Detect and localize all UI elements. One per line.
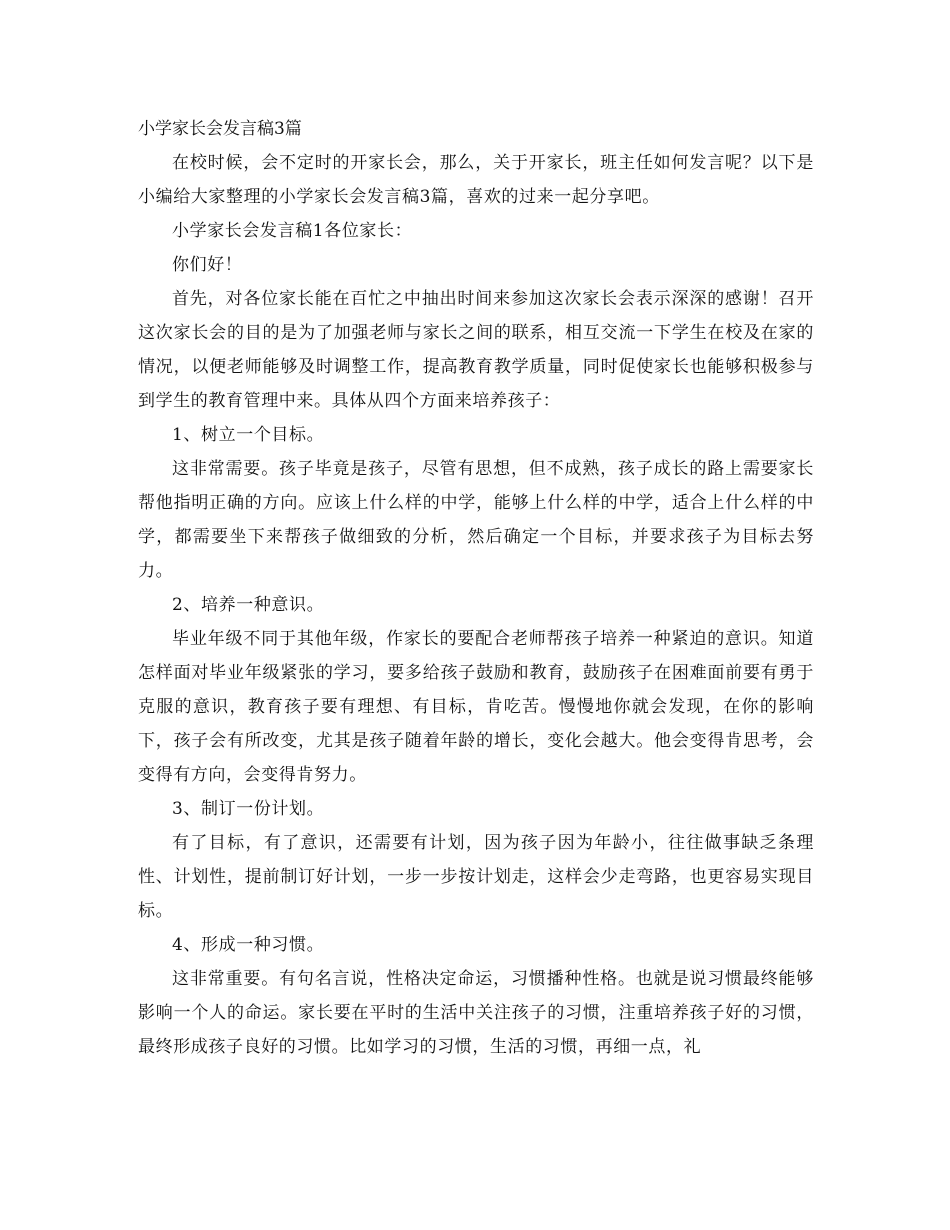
section-heading-2: 2、培养一种意识。 [172,595,325,615]
section-heading-4: 4、形成一种习惯。 [172,935,325,955]
section-heading-1: 1、树立一个目标。 [172,425,325,445]
document-title: 小学家长会发言稿3篇 [138,119,302,139]
paragraph-section-3: 有了目标，有了意识，还需要有计划，因为孩子因为年龄小，往往做事缺乏条理性、计划性，提前制订好计划，一步一步按计划走，这样会少走弯路，也更容易实现目标。 [138,833,814,921]
paragraph-section-4: 这非常重要。有句名言说，性格决定命运，习惯播种性格。也就是说习惯最终能够影响一个人的命运。家长要在平时的生活中关注孩子的习惯，注重培养孩子好的习惯，最终形成孩子良好的习惯。比如学习的习惯，生活的习惯，再细一点，礼 [138,969,814,1057]
paragraph-intro: 在校时候，会不定时的开家长会，那么，关于开家长，班主任如何发言呢？以下是小编给大家整理的小学家长会发言稿3篇，喜欢的过来一起分享吧。 [138,153,814,207]
section-heading-3: 3、制订一份计划。 [172,799,325,819]
paragraph-section-2: 毕业年级不同于其他年级，作家长的要配合老师帮孩子培养一种紧迫的意识。知道怎样面对毕业年级紧张的学习，要多给孩子鼓励和教育，鼓励孩子在困难面前要有勇于克服的意识，教育孩子要有理想、有目标，肯吃苦。慢慢地你就会发现，在你的影响下，孩子会有所改变，尤其是孩子随着年龄的增长，变化会越大。他会变得肯思考，会变得有方向，会变得肯努力。 [138,629,814,785]
paragraph-greeting: 你们好！ [172,255,243,275]
paragraph-opening: 首先，对各位家长能在百忙之中抽出时间来参加这次家长会表示深深的感谢！召开这次家长会的目的是为了加强老师与家长之间的联系，相互交流一下学生在校及在家的情况，以便老师能够及时调整工作，提高教育教学质量，同时促使家长也能够积极参与到学生的教育管理中来。具体从四个方面来培养孩子： [138,289,814,411]
document-page [138,112,814,1064]
paragraph-section-1: 这非常需要。孩子毕竟是孩子，尽管有思想，但不成熟，孩子成长的路上需要家长帮他指明正确的方向。应该上什么样的中学，能够上什么样的中学，适合上什么样的中学，都需要坐下来帮孩子做细致的分析，然后确定一个目标，并要求孩子为目标去努力。 [138,459,814,581]
paragraph-speech-heading: 小学家长会发言稿1各位家长： [172,221,413,241]
